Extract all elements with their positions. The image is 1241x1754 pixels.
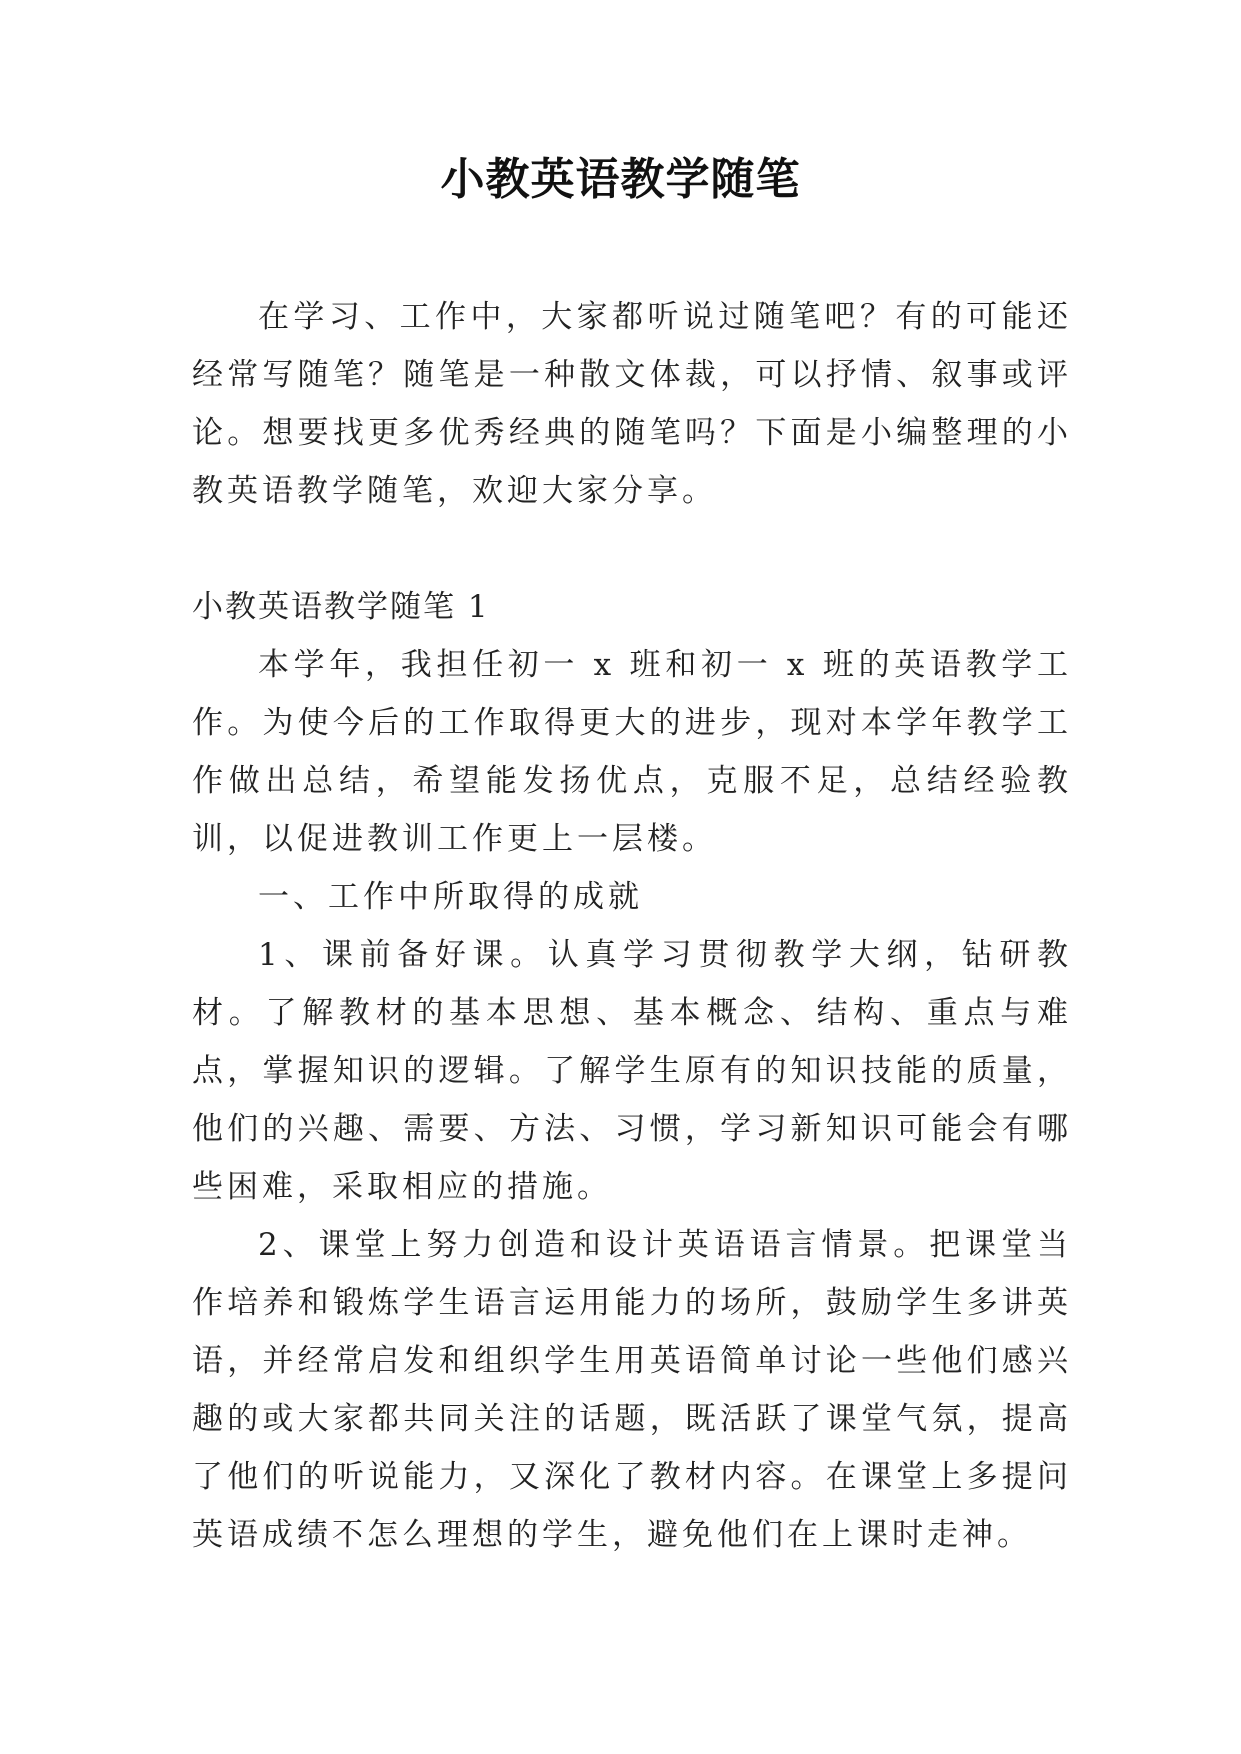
document-title: 小教英语教学随笔 [440,154,801,205]
section-heading: 小教英语教学随笔 1 [192,589,490,625]
document-body [192,288,1072,1564]
body-paragraph: 2、课堂上努力创造和设计英语语言情景。把课堂当作培养和锻炼学生语言运用能力的场所，鼓励学生多讲英语，并经常启发和组织学生用英语简单讨论一些他们感兴趣的或大家都共同关注的话题，既活跃了课堂气氛，提高了他们的听说能力，又深化了教材内容。在课堂上多提问英语成绩不怎么理想的学生，避免他们在上课时走神。 [192,1227,1072,1553]
subheading-achievements: 一、工作中所取得的成就 [258,879,643,915]
intro-paragraph: 在学习、工作中，大家都听说过随笔吧？有的可能还经常写随笔？随笔是一种散文体裁，可以抒情、叙事或评论。想要找更多优秀经典的随笔吗？下面是小编整理的小教英语教学随笔，欢迎大家分享。 [192,299,1072,509]
body-paragraph: 1、课前备好课。认真学习贯彻教学大纲，钻研教材。了解教材的基本思想、基本概念、结构、重点与难点，掌握知识的逻辑。了解学生原有的知识技能的质量，他们的兴趣、需要、方法、习惯，学习新知识可能会有哪些困难，采取相应的措施。 [192,937,1072,1205]
body-paragraph: 本学年，我担任初一 x 班和初一 x 班的英语教学工作。为使今后的工作取得更大的进步，现对本学年教学工作做出总结，希望能发扬优点，克服不足，总结经验教训，以促进教训工作更上一层楼。 [192,647,1072,857]
